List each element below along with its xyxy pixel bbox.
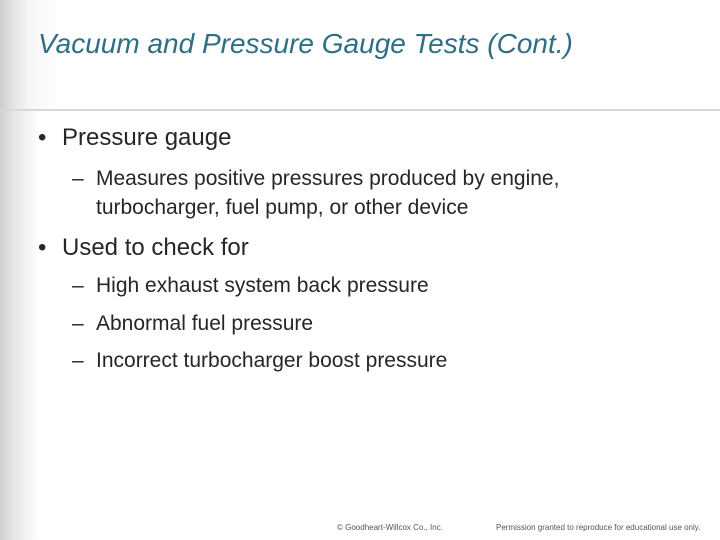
subitem-high-exhaust-back-pressure: [72, 271, 692, 301]
slide-title: Vacuum and Pressure Gauge Tests (Cont.): [38, 28, 573, 59]
footer-copyright: © Goodheart-Willcox Co., Inc.: [337, 523, 443, 532]
bullet-text: Pressure gauge: [62, 124, 232, 151]
subitem-text: Measures positive pressures produced by engine, turbocharger, fuel pump, or other device: [96, 167, 560, 219]
subitem-text: High exhaust system back pressure: [96, 274, 429, 297]
bullet-marker: •: [38, 124, 47, 151]
subitem-measures-positive-pressures: [72, 164, 692, 224]
subitem-text: Incorrect turbocharger boost pressure: [96, 349, 448, 372]
bullet-marker: •: [38, 234, 47, 261]
dash-marker: –: [72, 274, 84, 297]
subitem-text: Abnormal fuel pressure: [96, 312, 314, 335]
subitem-incorrect-boost-pressure: [72, 346, 692, 376]
dash-marker: –: [72, 349, 84, 372]
bullet-pressure-gauge: [38, 124, 698, 154]
subitem-abnormal-fuel-pressure: [72, 309, 692, 339]
footer-permission: Permission granted to reproduce for educational use only.: [496, 523, 701, 532]
dash-marker: –: [72, 312, 84, 335]
bullet-used-to-check-for: [38, 234, 698, 264]
dash-marker: –: [72, 167, 84, 190]
bullet-text: Used to check for: [62, 234, 249, 261]
